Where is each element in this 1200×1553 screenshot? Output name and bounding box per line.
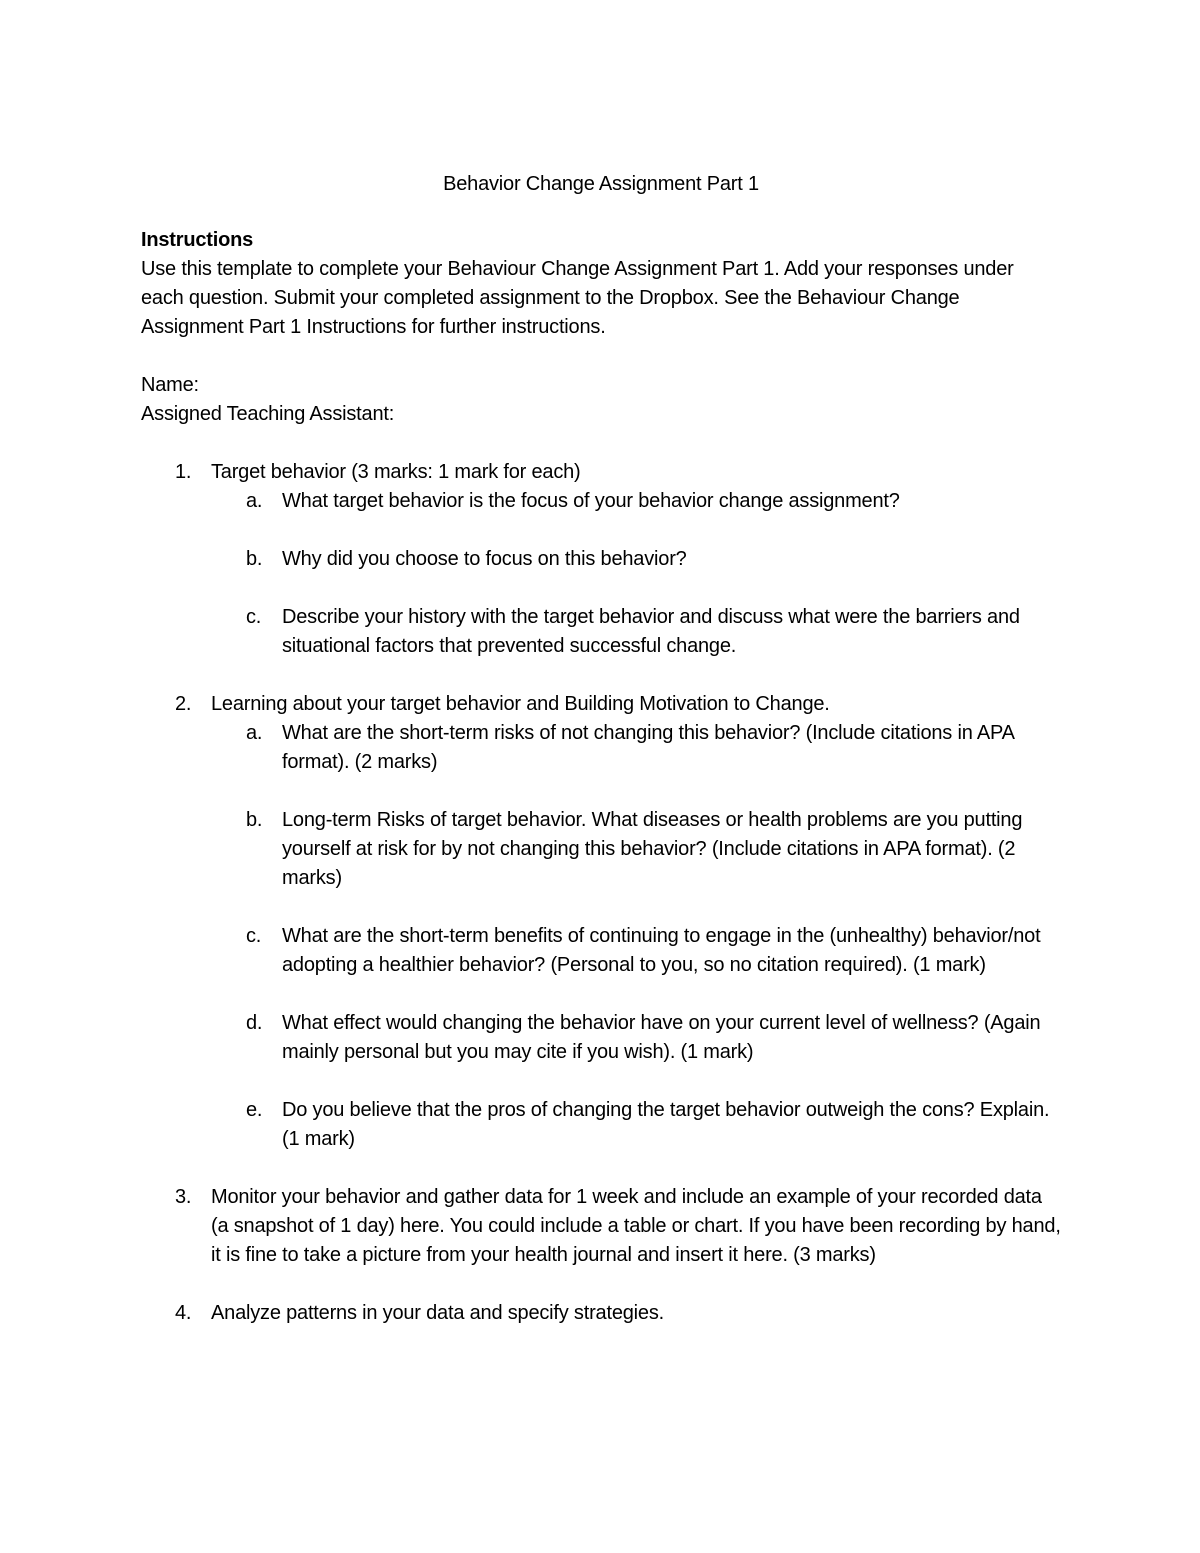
sub-question-letter: d.: [246, 1012, 263, 1034]
sub-question-letter: c.: [246, 606, 262, 628]
sub-question-letter: b.: [246, 809, 263, 831]
question-number: 1.: [175, 461, 192, 483]
question-item: [141, 458, 1061, 661]
sub-question-item: [141, 806, 1061, 893]
question-item: [141, 690, 1061, 1154]
question-text: Monitor your behavior and gather data for 1 week and include an example of your recorded data (a snapshot of 1 day) here. You could include a table or chart. If you have been recording by hand, it is fine to take a picture from your health journal and insert it here. (3 marks): [211, 1186, 1061, 1266]
sub-question-letter: b.: [246, 548, 263, 570]
sub-question-text: What effect would changing the behavior have on your current level of wellness? (Again mainly personal but you may cite if you wish). (1 mark): [282, 1012, 1041, 1063]
document-content: [141, 170, 1061, 1357]
instructions-heading: Instructions: [141, 229, 254, 251]
sub-question-list: [211, 719, 1061, 1154]
sub-question-text: Describe your history with the target behavior and discuss what were the barriers and situational factors that prevented successful change.: [282, 606, 1020, 657]
document-title: Behavior Change Assignment Part 1: [443, 173, 759, 195]
instructions-text: Use this template to complete your Behaviour Change Assignment Part 1. Add your responses under each question. Submit your completed assignment to the Dropbox. See the Behaviour Change Assignment Part 1 Instructions for further instructions.: [141, 258, 1014, 338]
sub-question-item: [141, 1009, 1061, 1067]
sub-question-text: Long-term Risks of target behavior. What diseases or health problems are you putting yourself at risk for by not changing this behavior? (Include citations in APA format). (2 marks): [282, 809, 1023, 889]
sub-question-item: [141, 922, 1061, 980]
question-item: [141, 1299, 1061, 1328]
sub-question-letter: a.: [246, 722, 263, 744]
sub-question-text: Do you believe that the pros of changing the target behavior outweigh the cons? Explain. (1 mark): [282, 1099, 1050, 1150]
question-number: 2.: [175, 693, 192, 715]
student-info: [141, 371, 1061, 429]
sub-question-text: What target behavior is the focus of your behavior change assignment?: [282, 490, 900, 512]
sub-question-item: [141, 719, 1061, 777]
sub-question-letter: a.: [246, 490, 263, 512]
sub-question-letter: e.: [246, 1099, 263, 1121]
question-text: Learning about your target behavior and Building Motivation to Change.: [211, 693, 830, 715]
sub-question-text: What are the short-term benefits of continuing to engage in the (unhealthy) behavior/not adopting a healthier behavior? (Personal to you, so no citation required). (1 mark): [282, 925, 1041, 976]
question-item: [141, 1183, 1061, 1270]
question-list: [141, 458, 1061, 1328]
question-text: Target behavior (3 marks: 1 mark for each): [211, 461, 581, 483]
sub-question-text: What are the short-term risks of not changing this behavior? (Include citations in APA format). (2 marks): [282, 722, 1014, 773]
question-text: Analyze patterns in your data and specify strategies.: [211, 1302, 664, 1324]
sub-question-item: [141, 545, 1061, 574]
question-number: 4.: [175, 1302, 192, 1324]
sub-question-list: [211, 487, 1061, 661]
sub-question-text: Why did you choose to focus on this behavior?: [282, 548, 687, 570]
sub-question-letter: c.: [246, 925, 262, 947]
question-number: 3.: [175, 1186, 192, 1208]
sub-question-item: [141, 1096, 1061, 1154]
sub-question-item: [141, 603, 1061, 661]
teaching-assistant-label: Assigned Teaching Assistant:: [141, 403, 395, 425]
sub-question-item: [141, 487, 1061, 516]
name-label: Name:: [141, 374, 199, 396]
